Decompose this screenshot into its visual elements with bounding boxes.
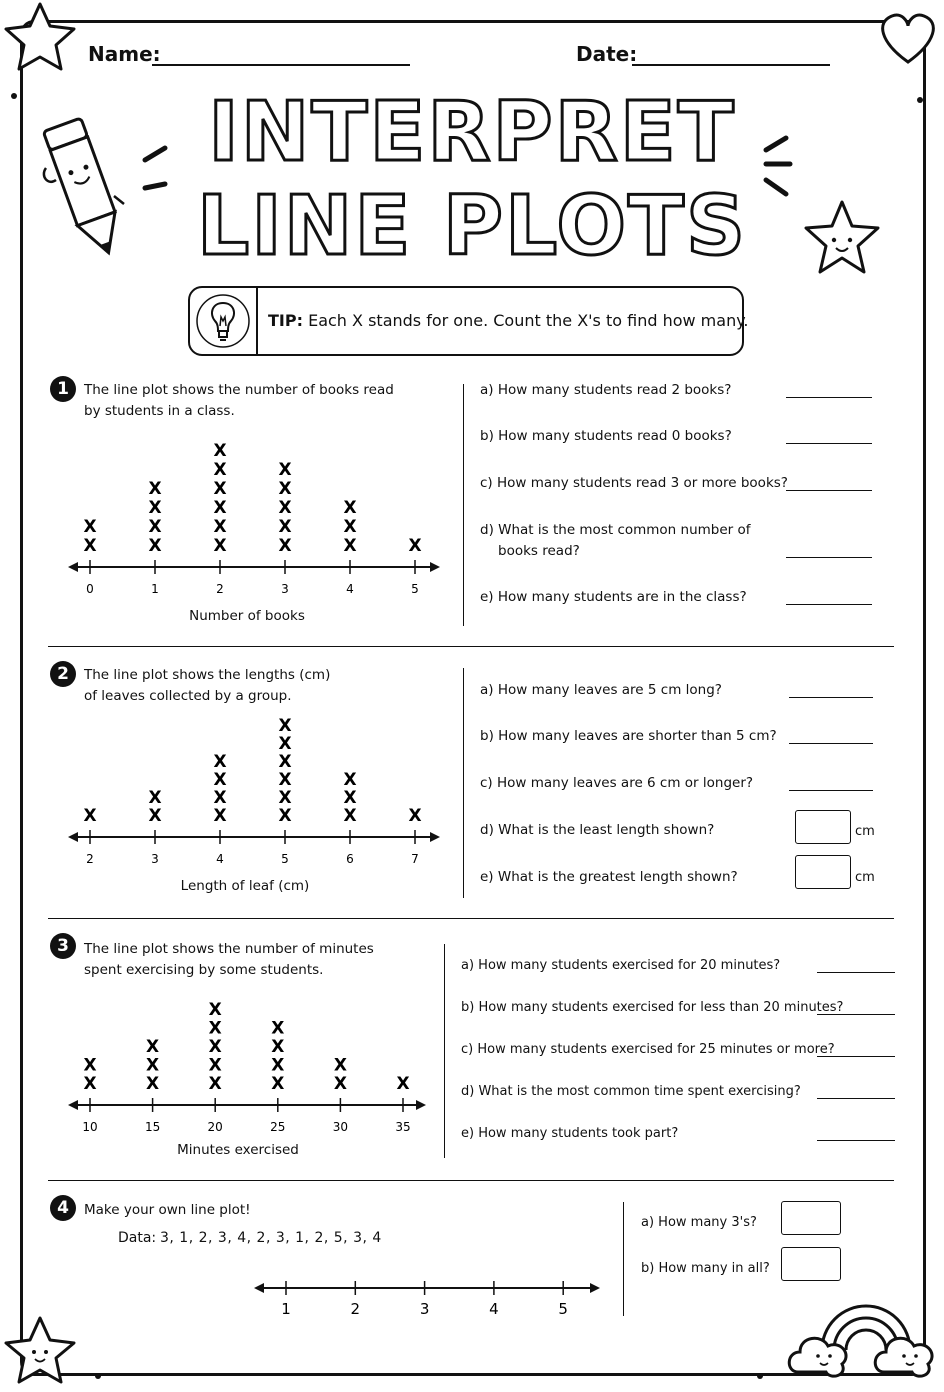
data-values: 3, 1, 2, 3, 4, 2, 3, 1, 2, 5, 3, 4: [160, 1230, 382, 1246]
x-mark: X: [278, 536, 292, 556]
x-mark: X: [213, 460, 227, 480]
x-mark: X: [208, 1037, 222, 1057]
tick-label: 5: [558, 1300, 568, 1318]
s2-question-e: e) What is the greatest length shown?: [480, 869, 738, 885]
s3-answer-c[interactable]: [817, 1056, 895, 1057]
x-mark: X: [271, 1018, 285, 1039]
x-mark: X: [271, 1055, 285, 1076]
minutes-axis-label: Minutes exercised: [177, 1142, 299, 1158]
axis-arrow-right: [416, 1100, 426, 1110]
x-mark: X: [146, 1074, 160, 1094]
x-mark: X: [213, 770, 227, 790]
x-mark: X: [213, 498, 227, 518]
x-mark: X: [278, 770, 292, 790]
section-1-badge: 1: [50, 376, 76, 402]
title-line-2: LINE PLOTS: [196, 179, 748, 274]
s2-answer-c[interactable]: [789, 790, 873, 791]
section-separator: [48, 646, 894, 647]
s2-answer-d-box[interactable]: [795, 810, 851, 844]
heart-icon: [883, 15, 934, 62]
s4-answer-b-box[interactable]: [781, 1247, 841, 1281]
star-face-icon: [6, 1318, 74, 1382]
s1-question-a: a) How many students read 2 books?: [480, 382, 732, 398]
s1-answer-c[interactable]: [786, 490, 872, 491]
section-3-badge: 3: [50, 933, 76, 959]
tick-label: 2: [350, 1300, 361, 1318]
name-label: Name:: [88, 42, 161, 66]
tick-label: 4: [489, 1300, 499, 1318]
x-mark: X: [83, 1055, 97, 1076]
s1-question-b: b) How many students read 0 books?: [480, 428, 732, 444]
x-mark: X: [278, 752, 292, 772]
s2-answer-b[interactable]: [789, 743, 873, 744]
books-axis-label: Number of books: [189, 608, 305, 624]
tip-text: [268, 311, 748, 330]
x-mark: X: [208, 1074, 222, 1094]
x-mark: X: [343, 536, 357, 556]
x-mark: X: [208, 1055, 222, 1076]
s1-question-c: c) How many students read 3 or more books?: [480, 475, 788, 491]
s4-answer-a-box[interactable]: [781, 1201, 841, 1235]
s2-answer-a[interactable]: [789, 697, 873, 698]
x-mark: X: [213, 479, 227, 499]
s1-question-e: e) How many students are in the class?: [480, 589, 747, 605]
x-mark: X: [148, 788, 162, 808]
tick-label: 1: [151, 582, 159, 596]
section-3-prompt: The line plot shows the number of minutes spent exercising by some students.: [84, 941, 374, 978]
s2-question-d: d) What is the least length shown?: [480, 822, 715, 838]
star-icon: [6, 4, 74, 69]
x-mark: X: [271, 1037, 285, 1057]
x-mark: X: [213, 752, 227, 772]
s4-question-b: b) How many in all?: [641, 1261, 770, 1276]
x-mark: X: [278, 460, 292, 480]
x-mark: X: [148, 536, 162, 556]
tip-box: [188, 286, 749, 356]
axis-arrow-right: [430, 832, 440, 842]
s2-answer-e-box[interactable]: [795, 855, 851, 889]
tip-body: Each X stands for one. Count the X's to find how many.: [308, 311, 749, 330]
section-2-prompt: The line plot shows the lengths (cm) of leaves collected by a group.: [84, 667, 331, 704]
section-2-badge: 2: [50, 661, 76, 687]
tick-label: 3: [281, 582, 289, 596]
tick-label: 3: [419, 1300, 430, 1318]
tick-label: 4: [216, 852, 224, 866]
section-1-divider: [463, 384, 464, 626]
s2-question-b: b) How many leaves are shorter than 5 cm?: [480, 728, 777, 744]
s3-answer-e[interactable]: [817, 1140, 895, 1141]
minutes-line-plot: [60, 996, 440, 1146]
rainbow-icon: [789, 1306, 932, 1376]
x-mark: X: [278, 498, 292, 518]
x-mark: X: [213, 441, 227, 461]
s2-unit-e: cm: [855, 870, 875, 885]
x-mark: X: [343, 517, 357, 537]
tick-label: 30: [332, 1120, 349, 1134]
section-3-divider: [444, 944, 445, 1158]
s3-answer-d[interactable]: [817, 1098, 895, 1099]
x-mark: X: [148, 479, 162, 499]
tick-label: 6: [346, 852, 354, 866]
tick-label: 5: [411, 582, 419, 596]
x-mark: X: [408, 536, 422, 556]
axis-arrow-right: [590, 1283, 600, 1293]
x-mark: X: [278, 806, 292, 826]
leaves-line-plot: [60, 710, 450, 870]
date-field[interactable]: [632, 64, 830, 66]
x-mark: X: [146, 1037, 160, 1057]
x-mark: X: [213, 536, 227, 556]
tick-label: 15: [144, 1120, 161, 1134]
x-mark: X: [148, 498, 162, 518]
x-mark: X: [333, 1055, 347, 1076]
books-line-plot: [60, 440, 450, 600]
section-separator: [48, 1180, 894, 1181]
tip-bulb-container: [190, 288, 258, 354]
tick-label: 20: [207, 1120, 223, 1134]
section-1-prompt: The line plot shows the number of books read by students in a class.: [84, 382, 394, 419]
axis-arrow-left: [68, 832, 78, 842]
tick-label: 10: [82, 1120, 98, 1134]
x-mark: X: [148, 806, 162, 826]
s1-answer-d[interactable]: [786, 557, 872, 558]
s1-answer-e[interactable]: [786, 604, 872, 605]
section-separator: [48, 918, 894, 919]
x-mark: X: [213, 806, 227, 826]
x-mark: X: [343, 770, 357, 790]
x-mark: X: [408, 806, 422, 826]
tick-label: 2: [86, 852, 94, 866]
tick-label: 0: [86, 582, 94, 596]
x-mark: X: [148, 517, 162, 537]
s3-question-b: b) How many students exercised for less than 20 minutes?: [461, 1000, 844, 1015]
axis-arrow-left: [68, 1100, 78, 1110]
x-mark: X: [278, 517, 292, 537]
s4-question-a: a) How many 3's?: [641, 1215, 757, 1230]
x-mark: X: [278, 716, 292, 736]
date-label: Date:: [576, 42, 638, 66]
s1-question-d-cont: books read?: [498, 543, 580, 559]
x-mark: X: [343, 498, 357, 518]
x-mark: X: [83, 517, 97, 537]
x-mark: X: [271, 1074, 285, 1094]
x-mark: X: [83, 1074, 97, 1094]
tick-label: 4: [346, 582, 354, 596]
axis-arrow-right: [430, 562, 440, 572]
x-mark: X: [208, 1000, 222, 1020]
x-mark: X: [83, 806, 97, 826]
section-2-divider: [463, 668, 464, 898]
tip-label: TIP:: [268, 311, 303, 330]
x-mark: X: [278, 734, 292, 754]
x-mark: X: [278, 479, 292, 499]
s3-question-e: e) How many students took part?: [461, 1126, 679, 1141]
tick-label: 2: [216, 582, 224, 596]
section-4-prompt: Make your own line plot!: [84, 1202, 251, 1218]
s3-question-a: a) How many students exercised for 20 minutes?: [461, 958, 781, 973]
x-mark: X: [343, 806, 357, 826]
x-mark: X: [213, 517, 227, 537]
tick-label: 1: [281, 1300, 291, 1318]
tick-label: 25: [270, 1120, 286, 1134]
x-mark: X: [146, 1055, 160, 1076]
s1-answer-b[interactable]: [786, 443, 872, 444]
s2-unit-d: cm: [855, 824, 875, 839]
s3-answer-a[interactable]: [817, 972, 895, 973]
x-mark: X: [333, 1074, 347, 1094]
section-4-divider: [623, 1202, 624, 1316]
tick-label: 3: [151, 852, 159, 866]
x-mark: X: [83, 536, 97, 556]
s2-question-a: a) How many leaves are 5 cm long?: [480, 682, 722, 698]
title-line-1: INTERPRET: [208, 85, 736, 180]
s2-question-c: c) How many leaves are 6 cm or longer?: [480, 775, 754, 791]
s1-question-d: d) What is the most common number of: [480, 522, 751, 538]
axis-arrow-left: [68, 562, 78, 572]
tick-label: 5: [281, 852, 289, 866]
s1-answer-a[interactable]: [786, 397, 872, 398]
name-field[interactable]: [152, 64, 410, 66]
x-mark: X: [343, 788, 357, 808]
blank-line-plot[interactable]: [240, 1266, 610, 1326]
s3-question-c: c) How many students exercised for 25 minutes or more?: [461, 1042, 835, 1057]
section-4-badge: 4: [50, 1195, 76, 1221]
s3-answer-b[interactable]: [817, 1014, 895, 1015]
x-mark: X: [213, 788, 227, 808]
data-label: Data:: [118, 1230, 157, 1246]
tick-label: 7: [411, 852, 419, 866]
tick-label: 35: [395, 1120, 411, 1134]
x-mark: X: [208, 1018, 222, 1039]
x-mark: X: [278, 788, 292, 808]
axis-arrow-left: [254, 1283, 264, 1293]
x-mark: X: [396, 1074, 410, 1094]
lightbulb-icon: [190, 288, 256, 354]
leaves-axis-label: Length of leaf (cm): [180, 878, 310, 894]
s3-question-d: d) What is the most common time spent exercising?: [461, 1084, 801, 1099]
